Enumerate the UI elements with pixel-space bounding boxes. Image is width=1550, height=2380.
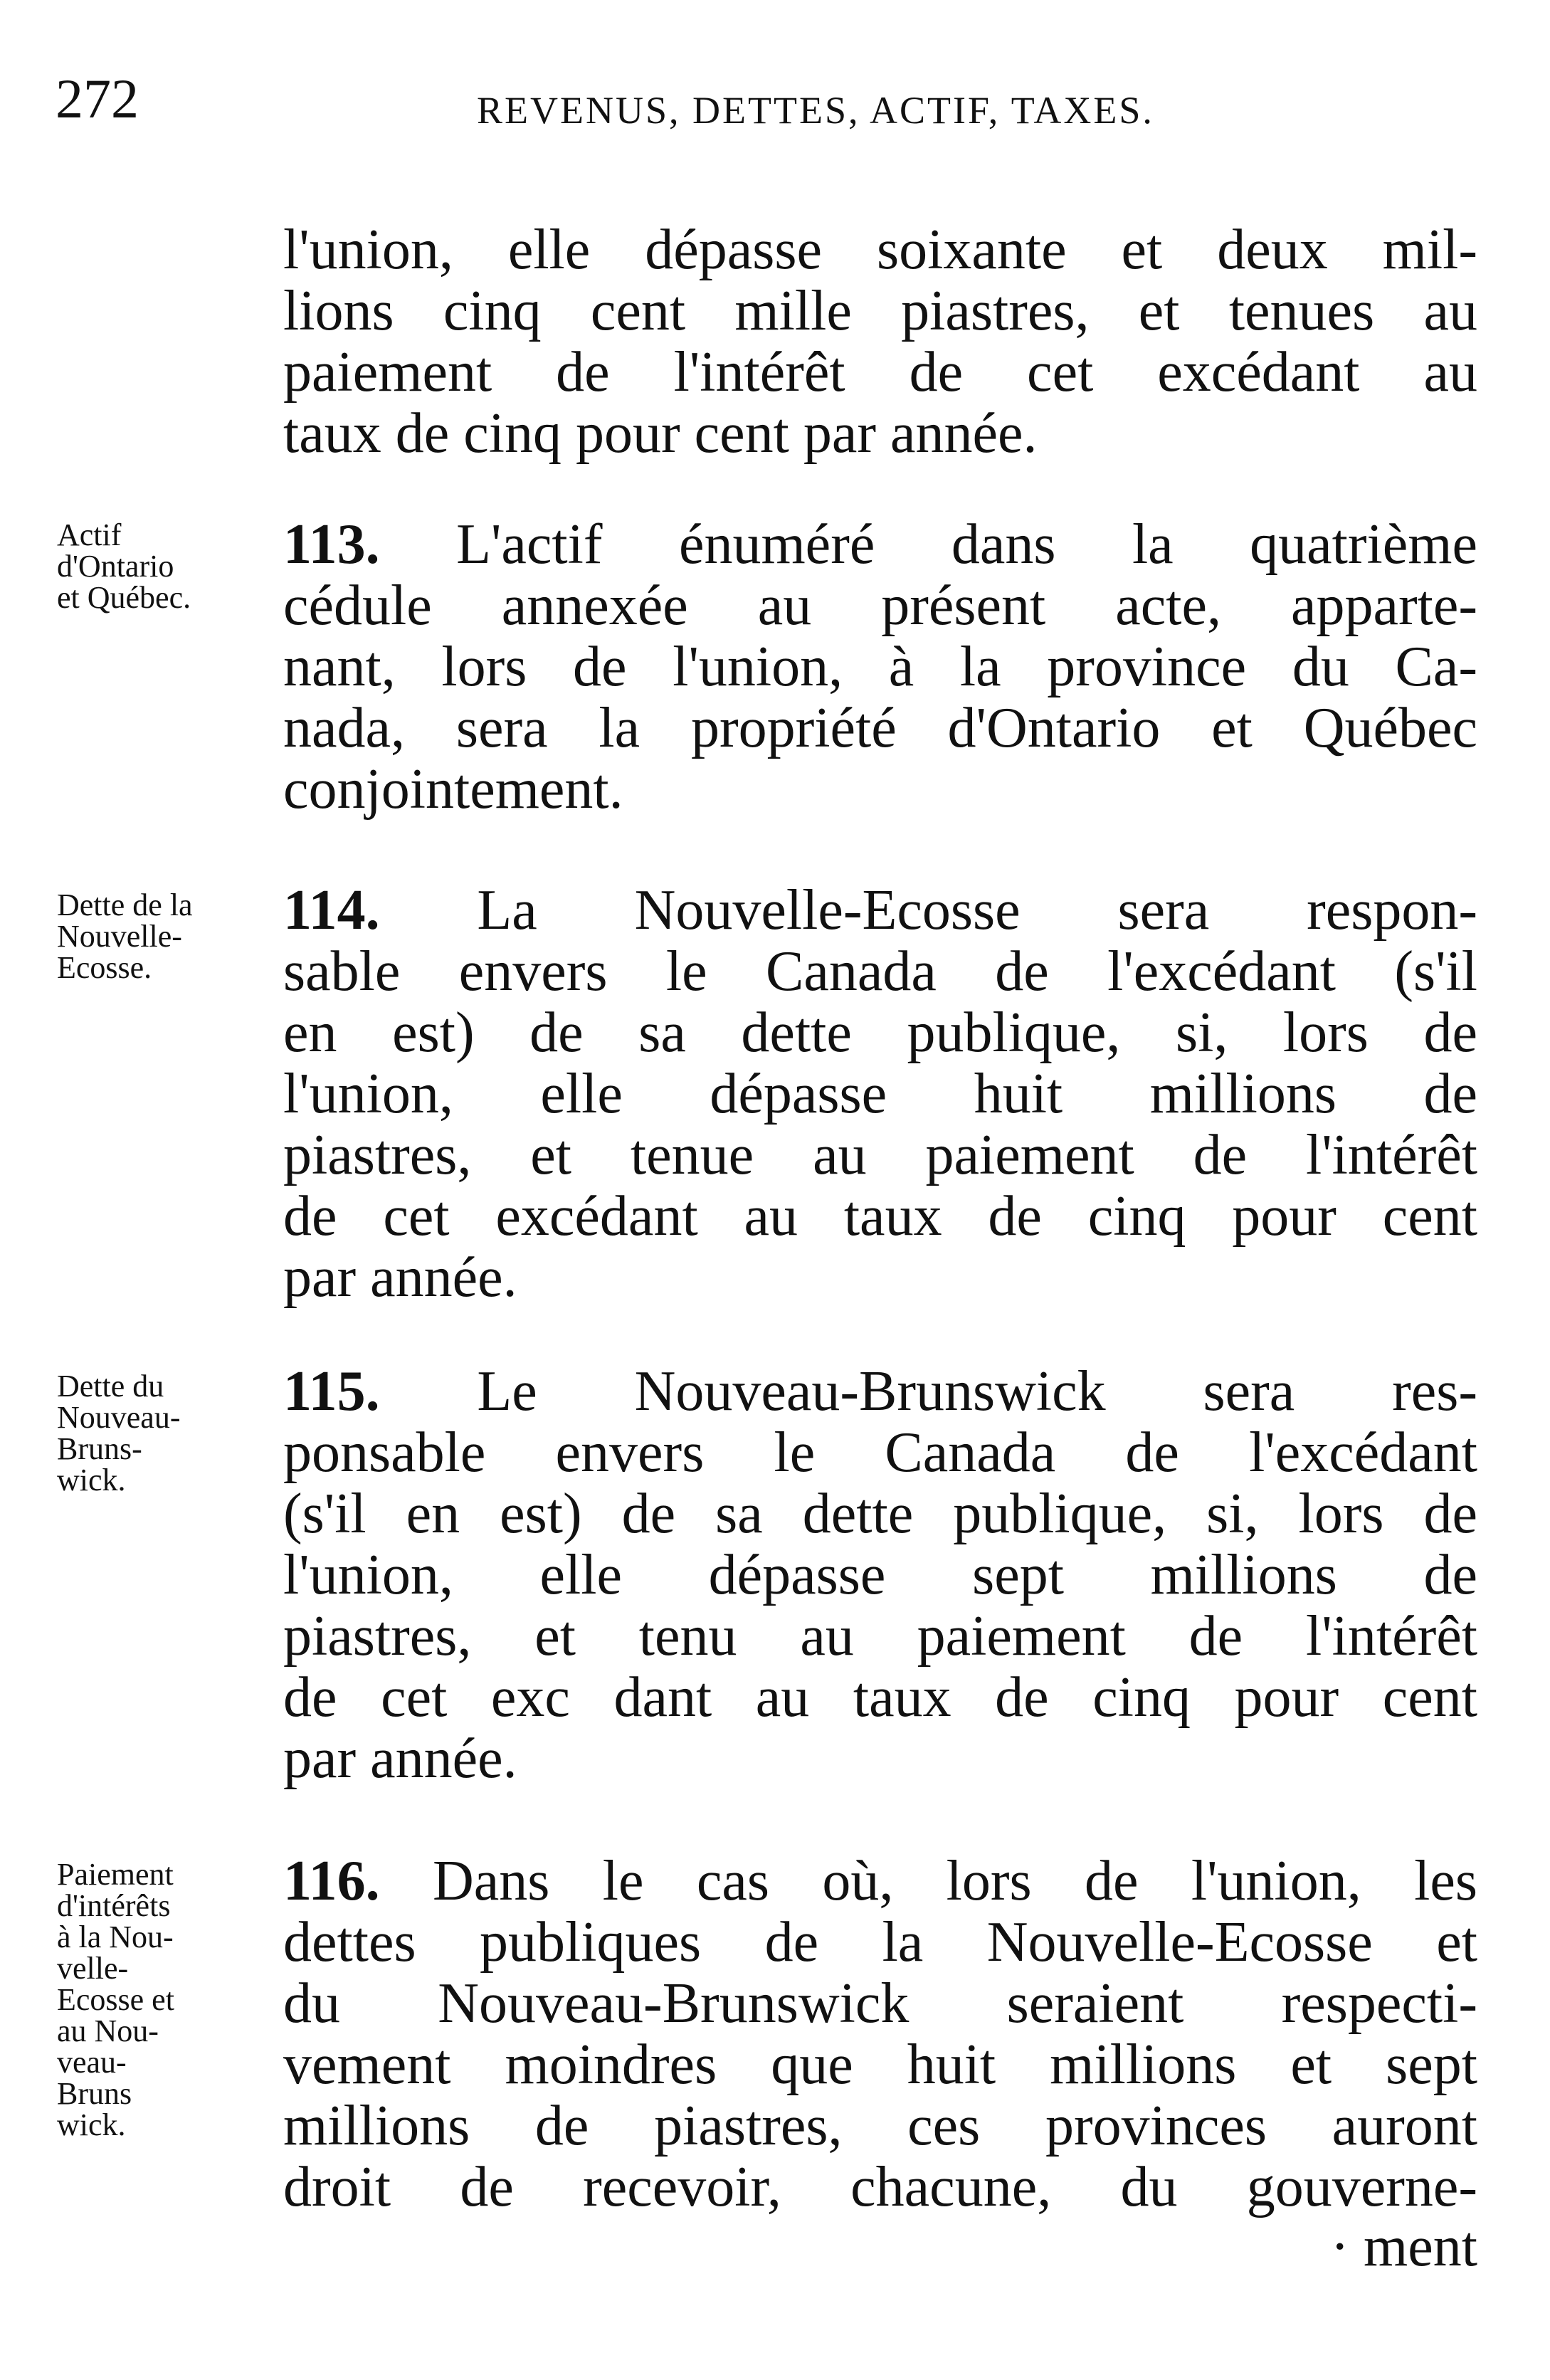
text-line: piastres, et tenu au paiement de l'intérêt	[283, 1605, 1477, 1668]
text-line: du Nouveau-Brunswick seraient respecti-	[283, 1972, 1477, 2035]
section-first-line: Dans le cas où, lors de l'union, les	[432, 1850, 1477, 1912]
margin-note-114	[57, 890, 263, 984]
text-line	[283, 514, 1477, 575]
margin-note-line: Bruns	[57, 2076, 132, 2111]
text-line: en est) de sa dette publique, si, lors de	[283, 1001, 1477, 1064]
text-line: lions cinq cent mille piastres, et tenues au	[283, 280, 1477, 342]
margin-note-line: à la Nou-	[57, 1920, 174, 1954]
text-line: sable envers le Canada de l'excédant (s'il	[283, 940, 1477, 1003]
catchword-text: ment	[1364, 2216, 1477, 2278]
section-number: 116.	[283, 1850, 380, 1912]
text-line: de cet excédant au taux de cinq pour cent	[283, 1185, 1477, 1248]
margin-note-line: au Nou-	[57, 2013, 159, 2048]
page-number: 272	[56, 68, 139, 130]
section-number: 113.	[283, 513, 380, 576]
text-line: par année.	[283, 1727, 517, 1790]
text-line: (s'il en est) de sa dette publique, si, lors de	[283, 1483, 1477, 1545]
running-head: REVENUS, DETTES, ACTIF, TAXES.	[477, 89, 1154, 132]
section-116	[283, 1850, 1477, 2218]
text-line: l'union, elle dépasse huit millions de	[283, 1063, 1477, 1125]
margin-note-line: wick.	[57, 1463, 126, 1497]
continuation-paragraph	[283, 219, 1477, 464]
section-first-line: La Nouvelle-Ecosse sera respon-	[477, 879, 1477, 942]
margin-note-line: et Québec.	[57, 580, 191, 615]
margin-note-line: Nouvelle-	[57, 919, 182, 954]
text-line: nant, lors de l'union, à la province du Ca-	[283, 636, 1477, 698]
margin-note-line: Ecosse et	[57, 1982, 174, 2017]
text-line: vement moindres que huit millions et sept	[283, 2033, 1477, 2096]
text-line: piastres, et tenue au paiement de l'intérêt	[283, 1124, 1477, 1186]
section-113	[283, 514, 1477, 820]
text-line: l'union, elle dépasse sept millions de	[283, 1544, 1477, 1606]
text-line: ponsable envers le Canada de l'excédant	[283, 1421, 1477, 1484]
text-line	[283, 1361, 1477, 1422]
section-first-line: Le Nouveau-Brunswick sera res-	[477, 1360, 1477, 1423]
text-line: droit de recevoir, chacune, du gouverne-	[283, 2156, 1477, 2218]
text-line: paiement de l'intérêt de cet excédant au	[283, 341, 1477, 404]
section-number: 114.	[283, 879, 380, 942]
margin-note-line: Nouveau-	[57, 1400, 181, 1435]
margin-note-113	[57, 517, 263, 615]
margin-note-line: wick.	[57, 2107, 126, 2142]
text-line: conjointement.	[283, 758, 623, 821]
text-line: cédule annexée au présent acte, apparte-	[283, 574, 1477, 637]
margin-note-line: Dette de la	[57, 888, 193, 922]
margin-note-line: Dette du	[57, 1369, 164, 1404]
text-line	[283, 880, 1477, 941]
margin-note-115	[57, 1371, 263, 1496]
margin-note-line: Bruns-	[57, 1431, 142, 1466]
section-114	[283, 880, 1477, 1308]
margin-note-line: d'intérêts	[57, 1888, 171, 1923]
section-number: 115.	[283, 1360, 380, 1423]
margin-note-line: velle-	[57, 1951, 129, 1986]
text-line: taux de cinq pour cent par année.	[283, 402, 1038, 465]
catchword	[1330, 2216, 1477, 2278]
text-line: dettes publiques de la Nouvelle-Ecosse et	[283, 1911, 1477, 1974]
margin-note-116	[57, 1859, 263, 2141]
margin-note-line: d'Ontario	[57, 549, 174, 584]
text-line: par année.	[283, 1246, 517, 1309]
section-first-line: L'actif énuméré dans la quatrième	[456, 513, 1478, 576]
text-line: millions de piastres, ces provinces auront	[283, 2095, 1477, 2157]
text-line	[283, 1850, 1477, 1912]
text-line: l'union, elle dépasse soixante et deux mil-	[283, 218, 1477, 281]
text-line: nada, sera la propriété d'Ontario et Québec	[283, 697, 1477, 759]
margin-note-line: Ecosse.	[57, 950, 152, 985]
margin-note-line: Actif	[57, 517, 122, 552]
margin-note-line: veau-	[57, 2045, 127, 2080]
catchword-dot: ·	[1330, 2216, 1350, 2278]
text-line: de cet exc dant au taux de cinq pour cent	[283, 1666, 1477, 1729]
margin-note-line: Paiement	[57, 1857, 174, 1892]
section-115	[283, 1361, 1477, 1789]
